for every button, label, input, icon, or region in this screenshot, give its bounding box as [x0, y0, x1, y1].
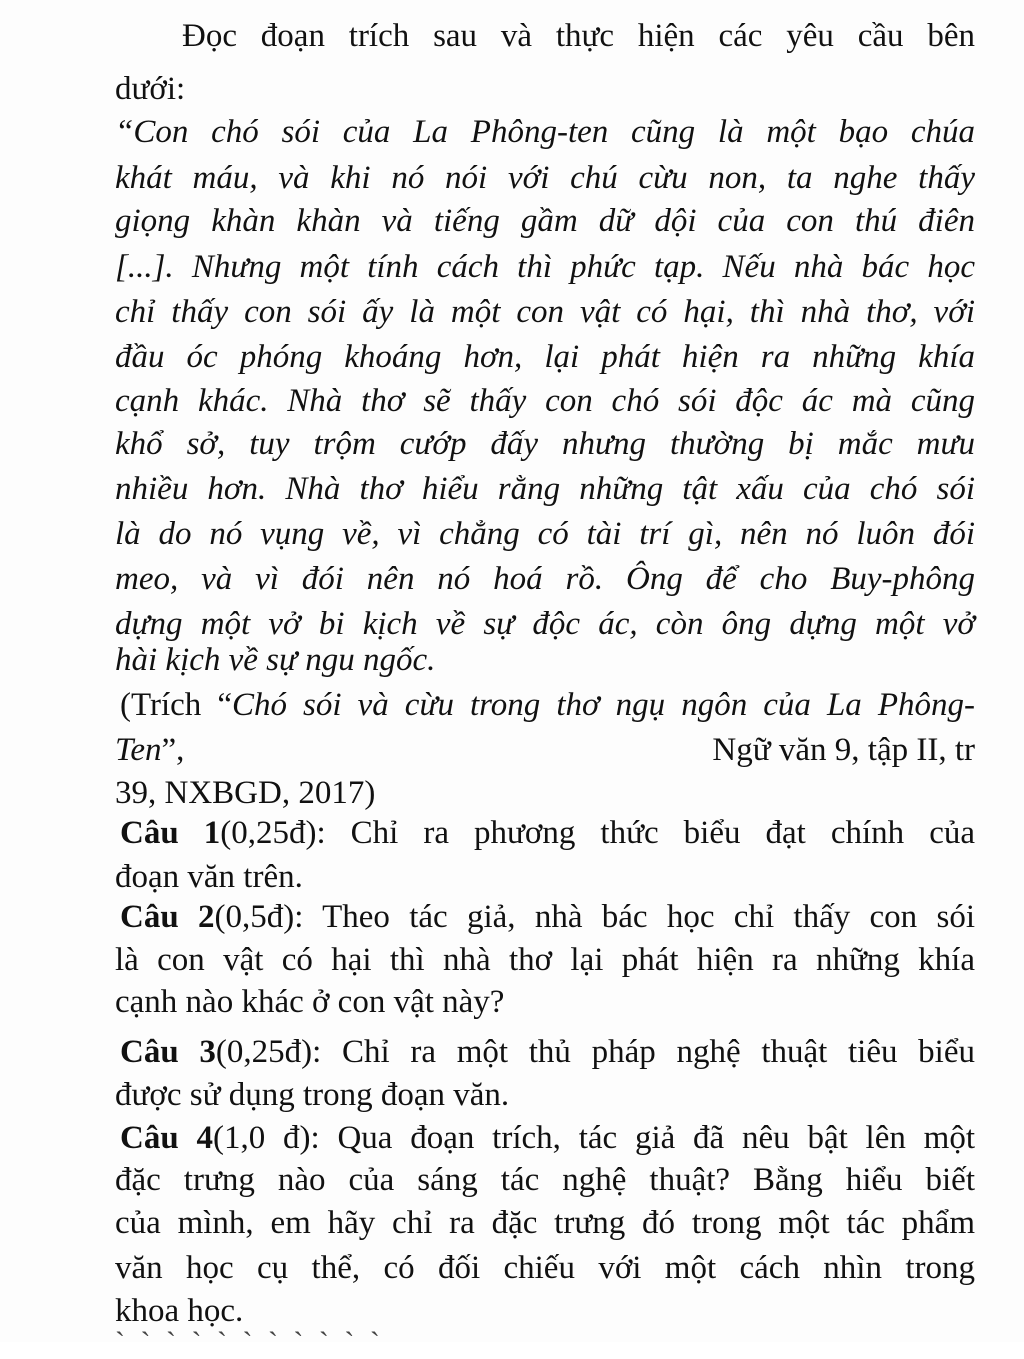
question-4-line-1	[120, 1118, 975, 1158]
question-2-label: Câu 2	[120, 899, 215, 935]
question-3-label: Câu 3	[120, 1034, 216, 1070]
source-title-part-2: Ten	[115, 732, 162, 768]
source-line-1	[120, 685, 975, 725]
question-4-text: (1,0 đ): Qua đoạn trích, tác giả đã nêu bật lên một	[212, 1120, 975, 1156]
question-4-line-4: văn học cụ thể, có đối chiếu với một cách nhìn trong	[115, 1250, 975, 1286]
cropped-next-line-fragment: ` ` ` ` ` ` ` ` ` ` `	[115, 1326, 384, 1359]
question-3-line-2: được sử dụng trong đoạn văn.	[115, 1077, 510, 1113]
question-2-line-1	[120, 897, 975, 937]
passage-line-8: khổ sở, tuy trộm cướp đấy nhưng thường bị mắc mưu	[115, 426, 975, 462]
instruction-line-2: dưới:	[115, 71, 186, 107]
passage-line-1: “Con chó sói của La Phông-ten cũng là một bạo chúa	[115, 114, 975, 150]
source-book-info: Ngữ văn 9, tập II, tr	[712, 732, 975, 768]
passage-line-9: nhiều hơn. Nhà thơ hiểu rằng những tật xấu của chó sói	[115, 471, 975, 507]
question-4-line-2: đặc trưng nào của sáng tác nghệ thuật? Bằng hiểu biết	[115, 1162, 975, 1198]
source-title-close: ”,	[161, 732, 185, 768]
source-title-part-1: Chó sói và cừu trong thơ ngụ ngôn của La Phông-	[232, 687, 975, 723]
question-2-line-2: là con vật có hại thì nhà thơ lại phát hiện ra những khía	[115, 942, 975, 978]
passage-line-12: dựng một vở bi kịch về sự độc ác, còn ông dựng một vở	[115, 606, 975, 642]
question-1-text: (0,25đ): Chỉ ra phương thức biểu đạt chính của	[220, 815, 976, 851]
question-3-text: (0,25đ): Chỉ ra một thủ pháp nghệ thuật tiêu biểu	[215, 1034, 975, 1070]
passage-line-3: giọng khàn khàn và tiếng gầm dữ dội của con thú điên	[115, 203, 975, 239]
question-3-line-1	[120, 1032, 975, 1072]
passage-line-4: [...]. Nhưng một tính cách thì phức tạp. Nếu nhà bác học	[115, 249, 975, 285]
question-2-text: (0,5đ): Theo tác giả, nhà bác học chỉ thấy con sói	[214, 899, 975, 935]
question-4-label: Câu 4	[120, 1120, 213, 1156]
source-line-3: 39, NXBGD, 2017)	[115, 775, 376, 811]
source-prefix: (Trích “	[120, 687, 232, 723]
passage-line-11: meo, và vì đói nên nó hoá rồ. Ông để cho Buy-phông	[115, 561, 975, 597]
source-line-2	[115, 730, 975, 770]
question-1-label: Câu 1	[120, 815, 221, 851]
passage-line-7: cạnh khác. Nhà thơ sẽ thấy con chó sói độc ác mà cũng	[115, 383, 975, 419]
question-4-line-3: của mình, em hãy chỉ ra đặc trưng đó trong một tác phẩm	[115, 1205, 975, 1241]
passage-line-6: đầu óc phóng khoáng hơn, lại phát hiện ra những khía	[115, 339, 975, 375]
passage-line-13: hài kịch về sự ngu ngốc.	[115, 642, 436, 678]
question-2-line-3: cạnh nào khác ở con vật này?	[115, 984, 505, 1020]
question-1-line-1	[120, 813, 975, 853]
passage-line-10: là do nó vụng về, vì chẳng có tài trí gì, nên nó luôn đói	[115, 516, 975, 552]
instruction-line-1: Đọc đoạn trích sau và thực hiện các yêu cầu bên	[182, 18, 975, 54]
passage-line-5: chỉ thấy con sói ấy là một con vật có hại, thì nhà thơ, với	[115, 294, 975, 330]
passage-line-2: khát máu, và khi nó nói với chú cừu non, ta nghe thấy	[115, 160, 975, 196]
question-1-line-2: đoạn văn trên.	[115, 859, 303, 895]
question-4-line-5: khoa học.	[115, 1293, 244, 1329]
